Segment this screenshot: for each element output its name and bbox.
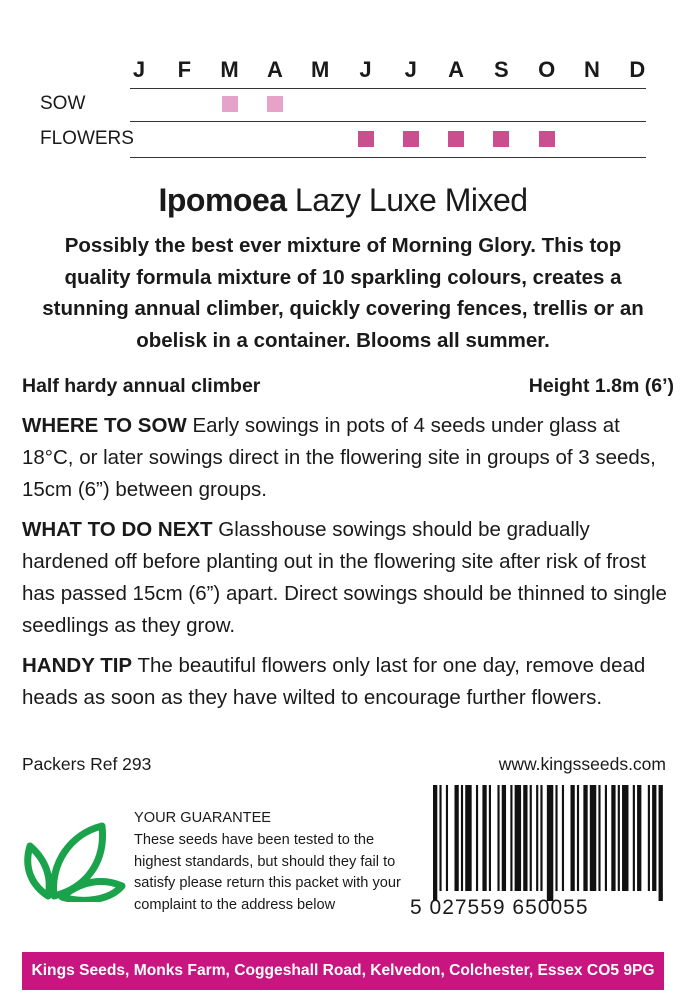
barcode-bar: [446, 785, 448, 891]
calendar-divider: [130, 121, 646, 122]
barcode-bar: [489, 785, 491, 891]
section-text: Glasshouse sowings should be gradually hardened off before planting out in the flowering site after risk of frost has passed 15cm (6”) apart. Direct sowings should be thinned to single seedlings as they grow.: [22, 518, 667, 637]
month-label: N: [584, 57, 600, 82]
barcode-bar: [536, 785, 538, 891]
section-text: Early sowings in pots of 4 seeds under glass at 18°C, or later sowings direct in the flowering site in groups of 3 seeds, 15cm (6”) between groups.: [22, 414, 656, 501]
barcode-bar: [611, 785, 615, 891]
product-title: [0, 180, 686, 220]
month-label: S: [494, 57, 509, 82]
where-to-sow-section: [22, 410, 676, 506]
barcode-bar: [637, 785, 641, 891]
barcode-bar: [648, 785, 650, 891]
guarantee-heading: YOUR GUARANTEE: [134, 810, 272, 826]
barcode-bar: [570, 785, 574, 891]
barcode-bar: [598, 785, 600, 891]
barcode-bar: [605, 785, 607, 891]
barcode-bar: [577, 785, 579, 891]
what-to-do-next-section: [22, 514, 676, 642]
section-heading: WHAT TO DO NEXT: [22, 518, 213, 541]
section-heading: WHERE TO SOW: [22, 414, 187, 437]
barcode-bar: [633, 785, 635, 891]
calendar-month-marker: [358, 131, 374, 147]
packers-ref: Packers Ref 293: [22, 754, 152, 774]
month-header: [130, 56, 646, 84]
genus-name: Ipomoea: [158, 182, 287, 218]
month-label: M: [220, 57, 239, 82]
section-text: The beautiful flowers only last for one day, remove dead heads as soon as they have wilted to encourage further flowers.: [22, 654, 646, 709]
barcode-bar: [523, 785, 527, 891]
month-label: J: [132, 57, 146, 82]
barcode-bar: [555, 785, 557, 891]
barcode-bar: [659, 785, 663, 901]
barcode-bar: [476, 785, 478, 891]
barcode-bar: [482, 785, 486, 891]
barcode-bar: [515, 785, 521, 891]
barcode-bar: [590, 785, 596, 891]
website-link[interactable]: www.kingsseeds.com: [498, 754, 666, 774]
handy-tip-section: [22, 650, 676, 714]
barcode-bar: [497, 785, 499, 891]
calendar-month-marker: [267, 96, 283, 112]
month-label: A: [448, 57, 465, 82]
barcode-bar: [439, 785, 441, 891]
calendar-month-marker: [539, 131, 555, 147]
product-description: Possibly the best ever mixture of Morning Glory. This top quality formula mixture of 10 sparkling colours, creates a stunning annual climber, quickly covering fences, trellis or an obelisk in a container. Blooms all summer.: [42, 234, 644, 352]
barcode-bar: [510, 785, 512, 891]
month-label: A: [266, 57, 283, 82]
month-label: J: [359, 57, 372, 82]
barcode-bar: [454, 785, 458, 891]
barcode-bar: [622, 785, 628, 891]
barcode-bar: [433, 785, 437, 901]
calendar-month-marker: [448, 131, 464, 147]
plant-type: Half hardy annual climber: [22, 375, 261, 397]
barcode-number: 5 027559 650055: [410, 896, 589, 919]
guarantee-block: [134, 808, 414, 917]
sow-row-label: SOW: [40, 93, 86, 114]
variety-name: Lazy Luxe Mixed: [294, 182, 528, 218]
barcode-icon: [433, 785, 665, 901]
month-label: D: [629, 57, 646, 82]
plant-height: Height 1.8m (6’): [528, 375, 674, 397]
month-label: F: [177, 57, 192, 82]
barcode-bar: [465, 785, 471, 891]
guarantee-text: These seeds have been tested to the highest standards, but should they fail to satisfy please return this packet with your complaint to the address below: [134, 831, 401, 914]
calendar-divider: [130, 88, 646, 89]
month-label: O: [538, 57, 556, 82]
barcode-bar: [618, 785, 620, 891]
plant-info-line: [22, 373, 674, 399]
barcode-bar: [502, 785, 506, 891]
month-label: M: [311, 57, 330, 82]
barcode-bar: [562, 785, 564, 891]
barcode-bar: [530, 785, 532, 891]
barcode-bar: [540, 785, 542, 891]
section-heading: HANDY TIP: [22, 654, 133, 677]
leaf-logo-icon: [22, 818, 128, 902]
calendar-month-marker: [493, 131, 509, 147]
flowers-row-label: FLOWERS: [40, 128, 134, 149]
barcode-bar: [583, 785, 587, 891]
calendar-month-marker: [403, 131, 419, 147]
barcode-bar: [547, 785, 553, 901]
barcode-bar: [461, 785, 463, 891]
address-footer: Kings Seeds, Monks Farm, Coggeshall Road, Kelvedon, Colchester, Essex CO5 9PG: [22, 952, 664, 990]
month-label: J: [404, 57, 417, 82]
calendar-month-marker: [222, 96, 238, 112]
calendar-divider: [130, 157, 646, 158]
barcode-bar: [652, 785, 656, 891]
